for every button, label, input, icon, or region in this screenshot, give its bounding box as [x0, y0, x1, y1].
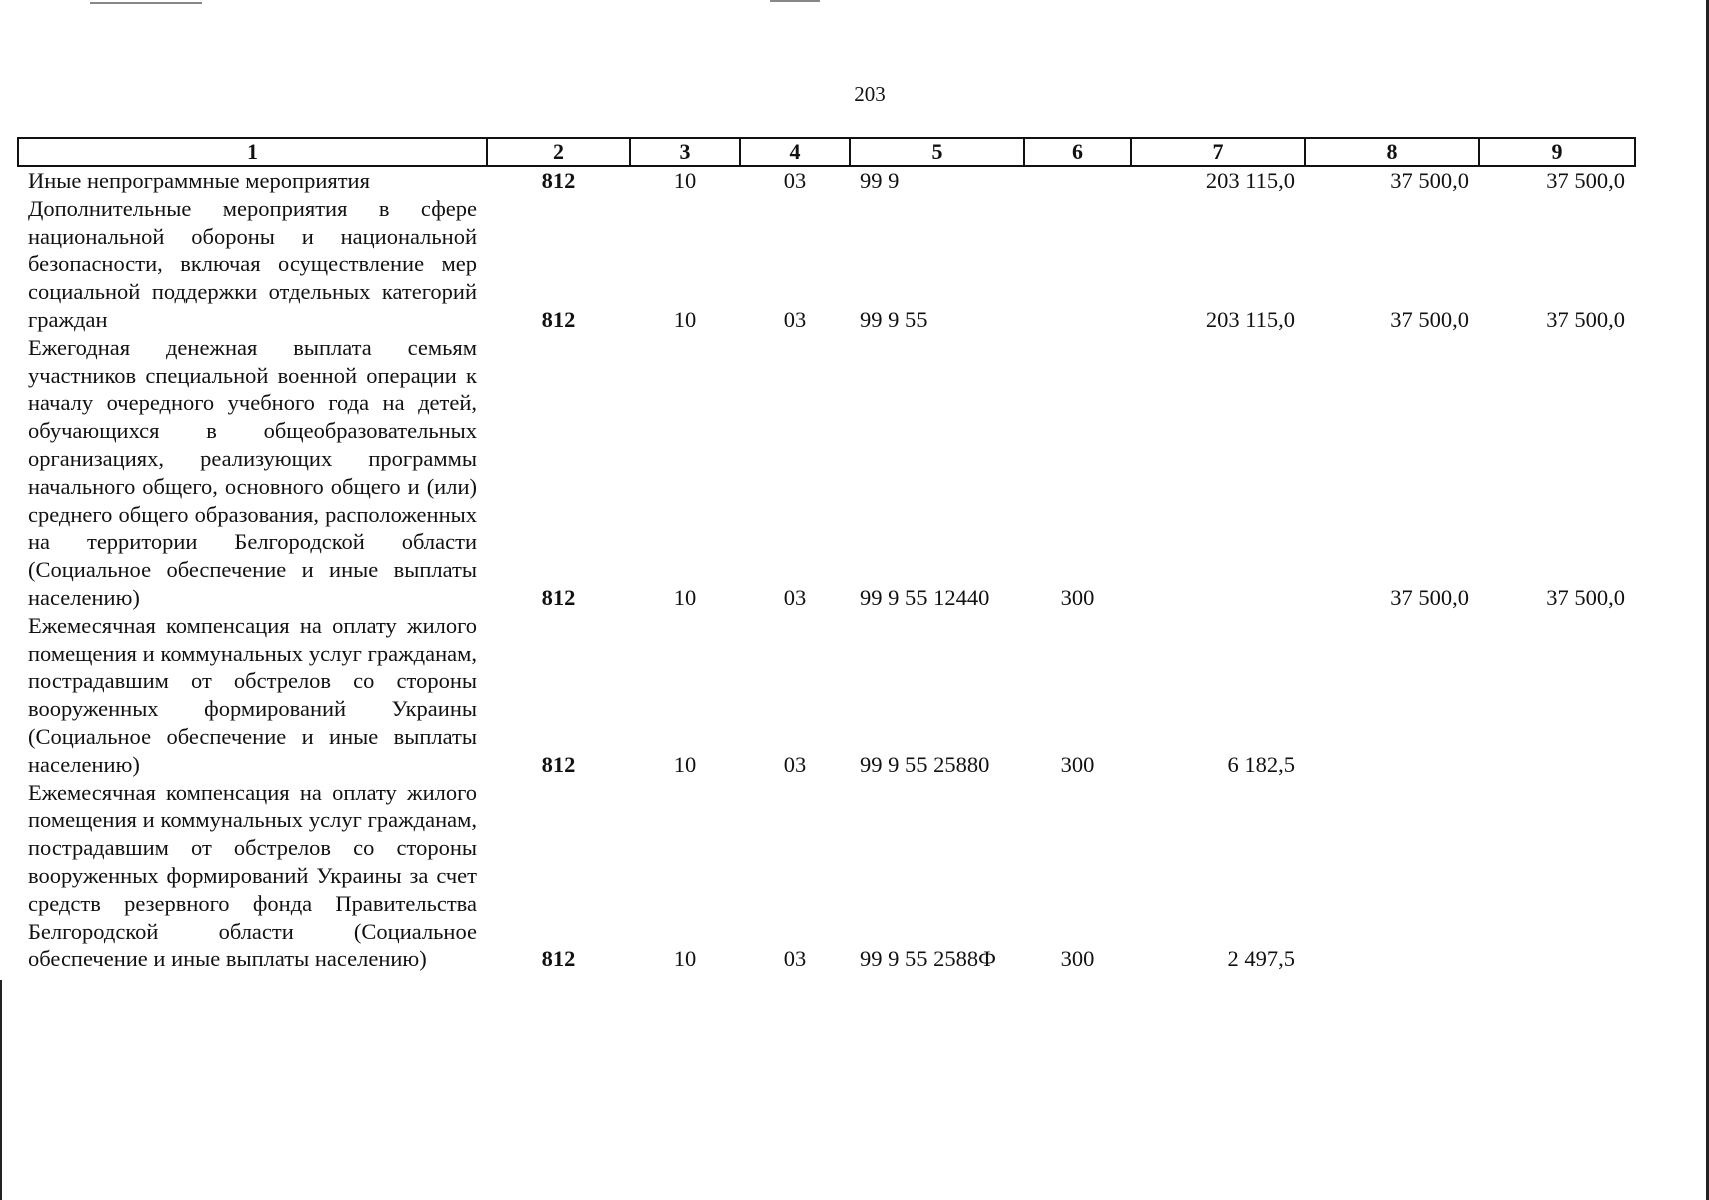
row-expense-type: 300 [1060, 946, 1095, 972]
row-expense-type [1024, 195, 1131, 334]
row-amount-col9: 37 500,0 [1546, 584, 1625, 610]
row-target-article: 99 9 55 2588Ф [860, 946, 996, 972]
row-subsection: 03 [783, 751, 807, 777]
row-amount-col9: 37 500,0 [1546, 168, 1625, 193]
page-border-left [0, 980, 2, 1200]
header-col-7: 7 [1131, 138, 1305, 166]
page-number: 203 [854, 82, 886, 106]
header-col-4: 4 [740, 138, 850, 166]
row-section: 10 [673, 584, 697, 610]
row-amount-col7: 2 497,5 [1227, 946, 1295, 972]
row-amount-col8: 37 500,0 [1390, 306, 1469, 332]
row-ministry-code: 812 [541, 306, 576, 332]
row-description: Ежемесячная компенсация на оплату жилого помещения и коммунальных услуг гражданам, пострадавшим от обстрелов со стороны вооруженных формирований Украины за счет средств резервного фонда Правительства Белгородской области (Социальное обеспечение и иные выплаты населению) [28, 779, 477, 972]
row-target-article: 99 9 [860, 168, 900, 193]
row-ministry-code: 812 [541, 751, 576, 777]
row-target-article: 99 9 55 12440 [860, 584, 990, 610]
budget-table [17, 137, 1636, 973]
header-col-2: 2 [487, 138, 630, 166]
row-subsection: 03 [783, 306, 807, 332]
header-col-9: 9 [1479, 138, 1635, 166]
row-expense-type: 300 [1060, 584, 1095, 610]
row-amount-col7 [1131, 334, 1305, 612]
header-col-3: 3 [630, 138, 740, 166]
row-amount-col7: 6 182,5 [1227, 751, 1295, 777]
row-amount-col8 [1305, 612, 1479, 779]
header-row [18, 138, 1635, 166]
table-row [18, 195, 1635, 334]
row-section: 10 [673, 168, 697, 193]
table-row [18, 334, 1635, 612]
row-amount-col9 [1479, 612, 1635, 779]
row-subsection: 03 [783, 168, 807, 193]
header-col-8: 8 [1305, 138, 1479, 166]
row-description: Ежемесячная компенсация на оплату жилого помещения и коммунальных услуг гражданам, пострадавшим от обстрелов со стороны вооруженных формирований Украины (Социальное обеспечение и иные выплаты населению) [28, 612, 477, 777]
row-target-article: 99 9 55 25880 [860, 751, 990, 777]
row-amount-col8: 37 500,0 [1390, 584, 1469, 610]
row-target-article: 99 9 55 [860, 306, 928, 332]
header-col-1: 1 [18, 138, 487, 166]
row-section: 10 [673, 306, 697, 332]
row-ministry-code: 812 [541, 168, 576, 193]
row-ministry-code: 812 [541, 584, 576, 610]
row-section: 10 [673, 751, 697, 777]
row-expense-type [1024, 166, 1131, 195]
header-col-5: 5 [850, 138, 1024, 166]
row-amount-col9: 37 500,0 [1546, 306, 1625, 332]
header-col-6: 6 [1024, 138, 1131, 166]
row-amount-col7: 203 115,0 [1205, 306, 1295, 332]
table-row [18, 166, 1635, 195]
scan-artifact-line [90, 2, 202, 4]
table-row [18, 779, 1635, 974]
row-expense-type: 300 [1060, 751, 1095, 777]
table-row [18, 612, 1635, 779]
scan-artifact-line [770, 0, 820, 2]
row-amount-col9 [1479, 779, 1635, 974]
row-amount-col8: 37 500,0 [1390, 168, 1469, 193]
row-section: 10 [673, 946, 697, 972]
row-description: Ежегодная денежная выплата семьям участников специальной военной операции к началу очередного учебного года на детей, обучающихся в общеобразовательных организациях, реализующих программы начального общего, основного общего и (или) среднего общего образования, расположенных на территории Белгородской области (Социальное обеспечение и иные выплаты населению) [28, 334, 477, 610]
row-description: Иные непрограммные мероприятия [28, 168, 370, 193]
row-ministry-code: 812 [541, 946, 576, 972]
row-amount-col8 [1305, 779, 1479, 974]
row-subsection: 03 [783, 584, 807, 610]
row-amount-col7: 203 115,0 [1205, 168, 1295, 193]
row-description: Дополнительные мероприятия в сфере национальной обороны и национальной безопасности, включая осуществление мер социальной поддержки отдельных категорий граждан [28, 195, 477, 332]
row-subsection: 03 [783, 946, 807, 972]
